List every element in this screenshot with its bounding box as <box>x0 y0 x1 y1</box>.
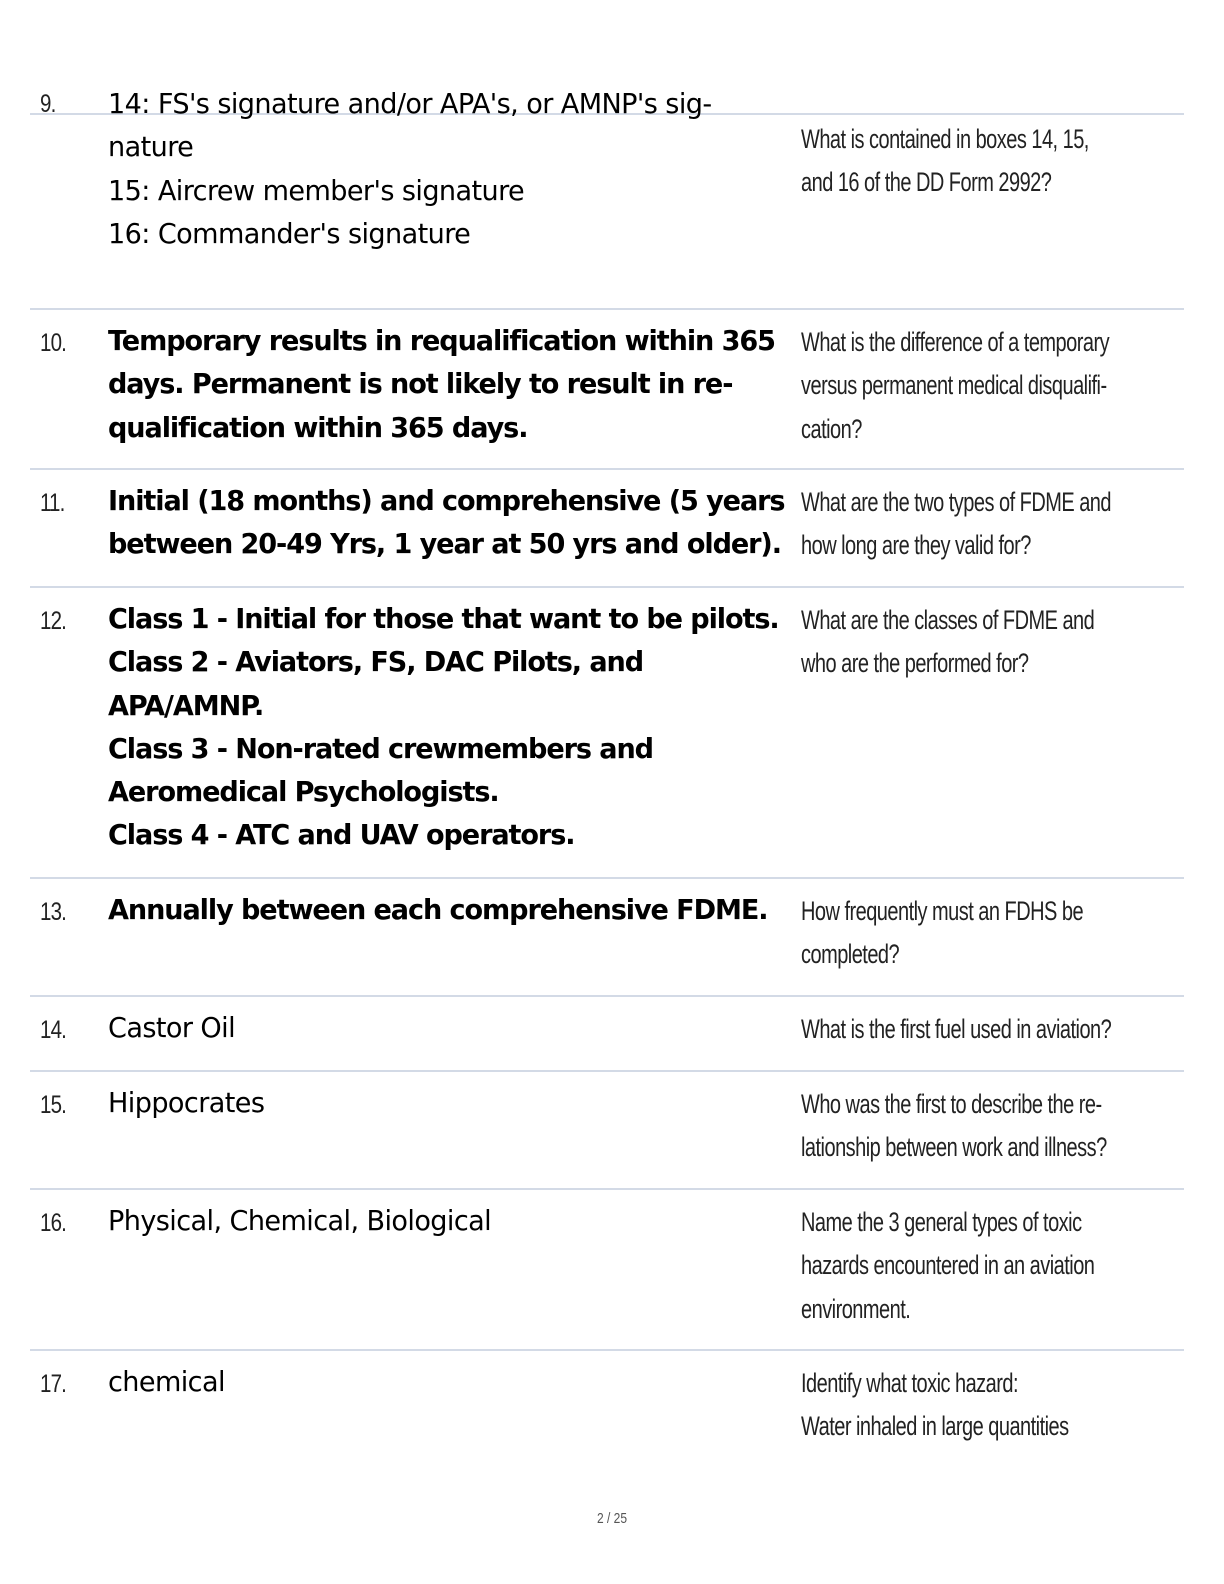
flashcard-row <box>30 588 1184 879</box>
card-term: Annually between each comprehensive FDME. <box>108 894 768 926</box>
card-number: 16. <box>40 1209 67 1237</box>
card-number: 17. <box>40 1370 67 1398</box>
flashcard-row <box>30 1190 1184 1351</box>
card-number: 14. <box>40 1016 67 1044</box>
flashcard-row <box>30 310 1184 470</box>
card-term: Physical, Chemical, Biological <box>108 1205 492 1237</box>
flashcard-row <box>30 470 1184 588</box>
card-definition: What is the difference of a temporary versus permanent medical disqualifi- cation? <box>801 327 1110 444</box>
flashcard-row <box>30 997 1184 1072</box>
flashcard-row <box>30 80 1184 310</box>
flashcard-row <box>30 879 1184 997</box>
flashcard-row <box>30 1072 1184 1190</box>
card-number: 11. <box>40 489 65 517</box>
card-definition: Name the 3 general types of toxic hazards encountered in an aviation environment. <box>801 1207 1095 1324</box>
card-term: chemical <box>108 1366 225 1398</box>
flashcard-row <box>30 1351 1184 1469</box>
card-definition: Who was the first to describe the re- lationship between work and illness? <box>801 1089 1107 1163</box>
card-number: 12. <box>40 607 67 635</box>
page-indicator: 2 / 25 <box>596 1510 628 1527</box>
card-term: Class 1 - Initial for those that want to be pilots. Class 2 - Aviators, FS, DAC Pilots, and APA/AMNP. Class 3 - Non-rated crewmembers and Aeromedical Psychologists. Class 4 - ATC and UAV operators. <box>108 603 779 852</box>
card-term: 14: FS's signature and/or APA's, or AMNP's sig- nature 15: Aircrew member's signature 16: Commander's signature <box>108 88 712 250</box>
card-definition: What are the classes of FDME and who are the performed for? <box>801 605 1095 679</box>
card-number: 9. <box>40 90 56 118</box>
card-definition: What is the first fuel used in aviation? <box>801 1014 1112 1044</box>
card-term: Castor Oil <box>108 1012 236 1044</box>
card-definition: What are the two types of FDME and how long are they valid for? <box>801 487 1111 561</box>
card-number: 15. <box>40 1091 67 1119</box>
card-term: Hippocrates <box>108 1087 265 1119</box>
card-term: Initial (18 months) and comprehensive (5 years between 20-49 Yrs, 1 year at 50 yrs and older). <box>108 485 785 561</box>
card-number: 13. <box>40 898 67 926</box>
card-definition: Identify what toxic hazard: Water inhaled in large quantities <box>801 1368 1069 1442</box>
card-term: Temporary results in requalification within 365 days. Permanent is not likely to result in re- qualification within 365 days. <box>108 325 775 444</box>
card-definition: How frequently must an FDHS be completed? <box>801 896 1084 970</box>
card-number: 10. <box>40 329 67 357</box>
card-definition: What is contained in boxes 14, 15, and 16 of the DD Form 2992? <box>801 124 1089 198</box>
